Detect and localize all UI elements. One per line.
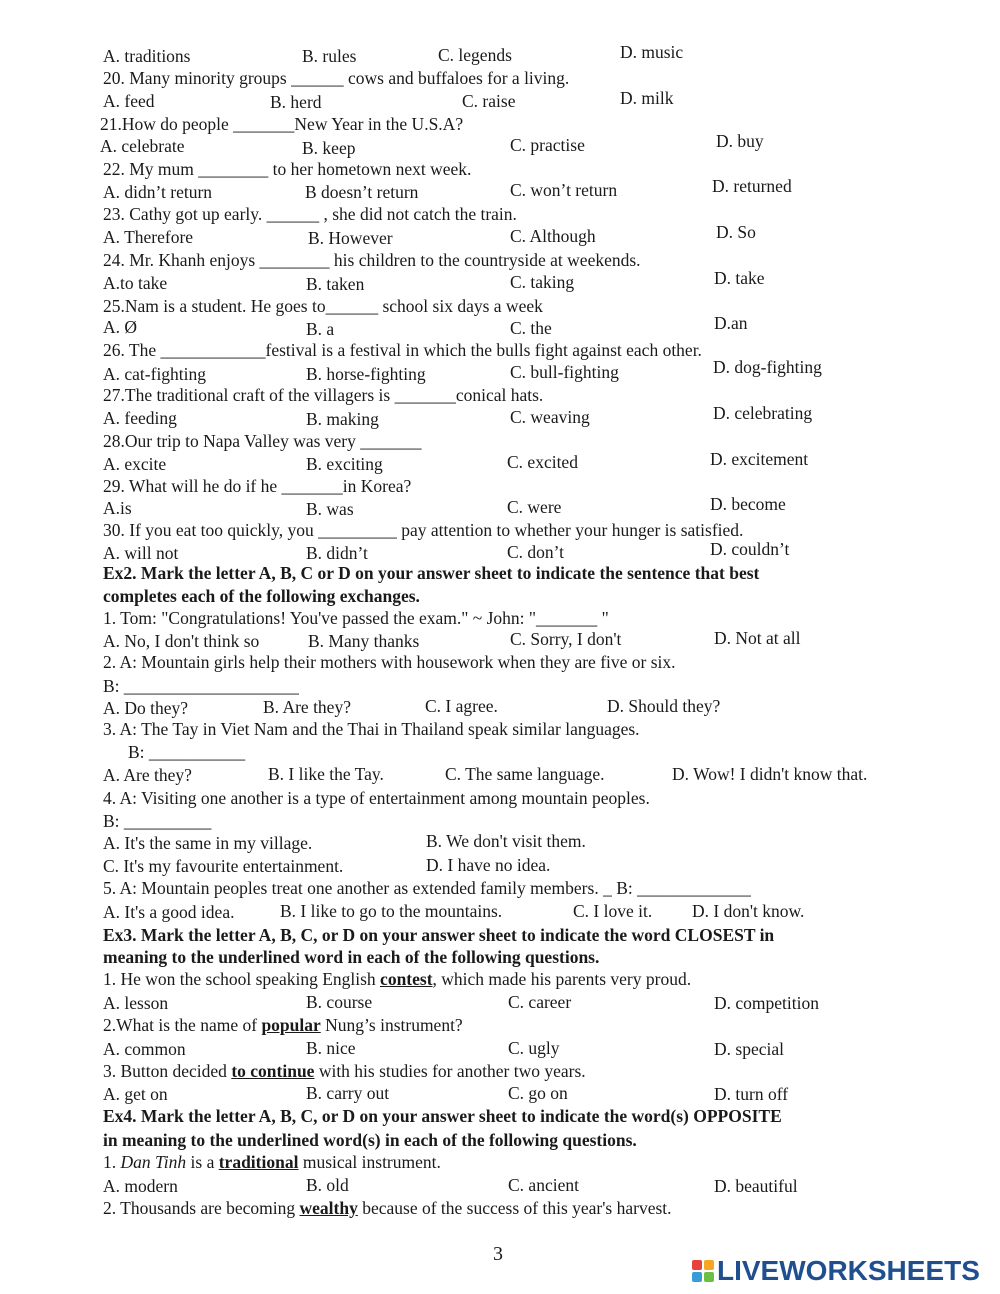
question-26: 26. The ____________festival is a festival in which the bulls fight against each other.: [103, 340, 702, 360]
option-d: D. I have no idea.: [426, 855, 551, 875]
option-c: C. practise: [510, 135, 585, 155]
underlined-word: to continue: [231, 1061, 315, 1081]
option-d: D. beautiful: [714, 1176, 798, 1196]
option-b: B. However: [308, 228, 393, 248]
logo-square: [704, 1260, 714, 1270]
question-22: 22. My mum ________ to her hometown next week.: [103, 159, 472, 179]
question-text: 1.: [103, 1152, 121, 1172]
question-text: 3. Button decided: [103, 1061, 232, 1081]
option-d: D. excitement: [710, 449, 809, 469]
option-d: D. returned: [712, 176, 792, 196]
option-d: D. buy: [716, 131, 764, 151]
option-d: D. turn off: [714, 1084, 789, 1104]
option-c: C. The same language.: [445, 764, 605, 784]
option-a: A. excite: [103, 454, 167, 474]
option-b: B. didn’t: [306, 543, 368, 563]
option-b: B. a: [306, 319, 335, 339]
question-23: 23. Cathy got up early. ______ , she did not catch the train.: [103, 204, 517, 224]
option-a: A.to take: [103, 273, 168, 293]
question-text: 1. He won the school speaking English: [103, 969, 381, 989]
option-b: B. nice: [306, 1038, 356, 1058]
option-b: B doesn’t return: [305, 182, 419, 202]
option-b: B. I like the Tay.: [268, 764, 384, 784]
option-c: C. It's my favourite entertainment.: [103, 856, 344, 876]
option-d: D. take: [714, 268, 765, 288]
question-text: 2. Thousands are becoming: [103, 1198, 300, 1218]
ex3-question-1: [103, 969, 691, 989]
question-29: 29. What will he do if he _______in Korea?: [103, 476, 412, 496]
option-c: C. taking: [510, 272, 575, 292]
option-d: D. dog-fighting: [713, 357, 822, 377]
question-text: because of the success of this year's harvest.: [357, 1198, 672, 1218]
option-b: B. rules: [302, 46, 357, 66]
option-c: C. go on: [508, 1083, 568, 1103]
underlined-word: contest: [380, 969, 433, 989]
option-c: C. bull-fighting: [510, 362, 619, 382]
logo-square: [704, 1272, 714, 1282]
option-c: C. career: [508, 992, 572, 1012]
option-c: C. I agree.: [425, 696, 498, 716]
ex3-question-3: [103, 1061, 586, 1081]
option-d: D. become: [710, 494, 786, 514]
ex2-question-5: 5. A: Mountain peoples treat one another as extended family members. _ B: _____________: [103, 878, 751, 898]
answer-blank: B: ____________________: [103, 676, 299, 696]
ex2-question-3: 3. A: The Tay in Viet Nam and the Thai in Thailand speak similar languages.: [103, 719, 640, 739]
ex2-heading: Ex2. Mark the letter A, B, C or D on your answer sheet to indicate the sentence that best: [103, 563, 760, 583]
option-a: A. Therefore: [103, 227, 194, 247]
question-text: , which made his parents very proud.: [432, 969, 692, 989]
option-d: D. Wow! I didn't know that.: [672, 764, 868, 784]
option-d: D. music: [620, 42, 684, 62]
underlined-word: popular: [261, 1015, 321, 1035]
underlined-word: traditional: [218, 1152, 299, 1172]
option-d: D. So: [716, 222, 756, 242]
page-number: 3: [493, 1243, 503, 1265]
option-c: C. raise: [462, 91, 516, 111]
option-d: D. I don't know.: [692, 901, 805, 921]
option-b: B. Many thanks: [308, 631, 420, 651]
option-c: C. ancient: [508, 1175, 579, 1195]
logo-square: [692, 1272, 702, 1282]
option-a: A. traditions: [103, 46, 191, 66]
question-25: 25.Nam is a student. He goes to______ school six days a week: [103, 296, 543, 316]
question-27: 27.The traditional craft of the villagers is _______conical hats.: [103, 385, 544, 405]
question-30: 30. If you eat too quickly, you _________ pay attention to whether your hunger is satisfied.: [103, 520, 744, 540]
option-b: B. was: [306, 499, 354, 519]
logo-square: [692, 1260, 702, 1270]
option-a: A. celebrate: [100, 136, 185, 156]
question-28: 28.Our trip to Napa Valley was very _______: [103, 431, 422, 451]
option-d: D. milk: [620, 88, 674, 108]
ex4-heading: Ex4. Mark the letter A, B, C, or D on your answer sheet to indicate the word(s) OPPOSITE: [103, 1106, 782, 1126]
option-c: C. legends: [438, 45, 512, 65]
question-text: is a: [186, 1152, 219, 1172]
ex3-heading: Ex3. Mark the letter A, B, C, or D on your answer sheet to indicate the word CLOSEST in: [103, 925, 775, 945]
question-text: 2.What is the name of: [103, 1015, 262, 1035]
option-a: A. It's the same in my village.: [103, 833, 313, 853]
ex2-question-4: 4. A: Visiting one another is a type of entertainment among mountain peoples.: [103, 788, 650, 808]
option-a: A. No, I don't think so: [103, 631, 260, 651]
option-a: A. feed: [103, 91, 155, 111]
option-b: B. herd: [270, 92, 322, 112]
brand-name: LIVEWORKSHEETS: [717, 1255, 980, 1286]
option-c: C. were: [507, 497, 562, 517]
option-c: C. Sorry, I don't: [510, 629, 622, 649]
option-c: C. don’t: [507, 542, 565, 562]
ex4-heading-cont: in meaning to the underlined word(s) in each of the following questions.: [103, 1130, 637, 1150]
option-c: C. I love it.: [573, 901, 653, 921]
option-b: B. making: [306, 409, 379, 429]
option-c: C. ugly: [508, 1038, 560, 1058]
option-d: D.an: [714, 313, 748, 333]
liveworksheets-logo[interactable]: [692, 1255, 980, 1287]
ex2-question-1: 1. Tom: "Congratulations! You've passed the exam." ~ John: "_______ ": [103, 608, 609, 628]
ex2-heading-cont: completes each of the following exchanges.: [103, 586, 420, 606]
option-b: B. We don't visit them.: [426, 831, 586, 851]
underlined-word: wealthy: [299, 1198, 358, 1218]
option-c: C. excited: [507, 452, 578, 472]
option-a: A. feeding: [103, 408, 177, 428]
option-b: B. course: [306, 992, 373, 1012]
ex3-heading-cont: meaning to the underlined word in each of the following questions.: [103, 947, 600, 967]
ex3-question-2: [103, 1015, 463, 1035]
question-21: 21.How do people _______New Year in the U.S.A?: [100, 114, 464, 134]
option-a: A. Do they?: [103, 698, 189, 718]
option-a: A. It's a good idea.: [103, 902, 235, 922]
option-d: D. celebrating: [713, 403, 813, 423]
option-a: A.is: [103, 498, 132, 518]
option-c: C. won’t return: [510, 180, 618, 200]
option-b: B. exciting: [306, 454, 383, 474]
option-a: A. didn’t return: [103, 182, 213, 202]
option-d: D. Should they?: [607, 696, 721, 716]
option-d: D. competition: [714, 993, 819, 1013]
option-a: A. Are they?: [103, 765, 192, 785]
question-text: musical instrument.: [298, 1152, 441, 1172]
option-d: D. special: [714, 1039, 784, 1059]
option-d: D. Not at all: [714, 628, 801, 648]
option-b: B. keep: [302, 138, 356, 158]
option-a: A. lesson: [103, 993, 169, 1013]
option-c: C. weaving: [510, 407, 590, 427]
option-d: D. couldn’t: [710, 539, 790, 559]
option-a: A. cat-fighting: [103, 364, 207, 384]
ex4-question-2: [103, 1198, 672, 1218]
option-a: A. Ø: [103, 317, 138, 337]
question-24: 24. Mr. Khanh enjoys ________ his children to the countryside at weekends.: [103, 250, 641, 270]
ex2-question-2: 2. A: Mountain girls help their mothers with housework when they are five or six.: [103, 652, 676, 672]
option-b: B. Are they?: [263, 697, 351, 717]
logo-icon: [692, 1260, 714, 1282]
option-b: B. carry out: [306, 1083, 390, 1103]
option-b: B. horse-fighting: [306, 364, 426, 384]
option-a: A. common: [103, 1039, 186, 1059]
answer-blank: B: __________: [103, 811, 212, 831]
option-a: A. get on: [103, 1084, 168, 1104]
option-b: B. I like to go to the mountains.: [280, 901, 503, 921]
question-text: with his studies for another two years.: [314, 1061, 586, 1081]
option-a: A. will not: [103, 543, 179, 563]
option-a: A. modern: [103, 1176, 178, 1196]
option-b: B. old: [306, 1175, 349, 1195]
question-20: 20. Many minority groups ______ cows and buffaloes for a living.: [103, 68, 570, 88]
option-b: B. taken: [306, 274, 365, 294]
option-c: C. the: [510, 318, 552, 338]
question-text: Nung’s instrument?: [320, 1015, 463, 1035]
ex4-question-1: [103, 1152, 441, 1172]
answer-blank: B: ___________: [128, 742, 246, 762]
instrument-name: Dan Tinh: [120, 1152, 187, 1172]
option-c: C. Although: [510, 226, 596, 246]
